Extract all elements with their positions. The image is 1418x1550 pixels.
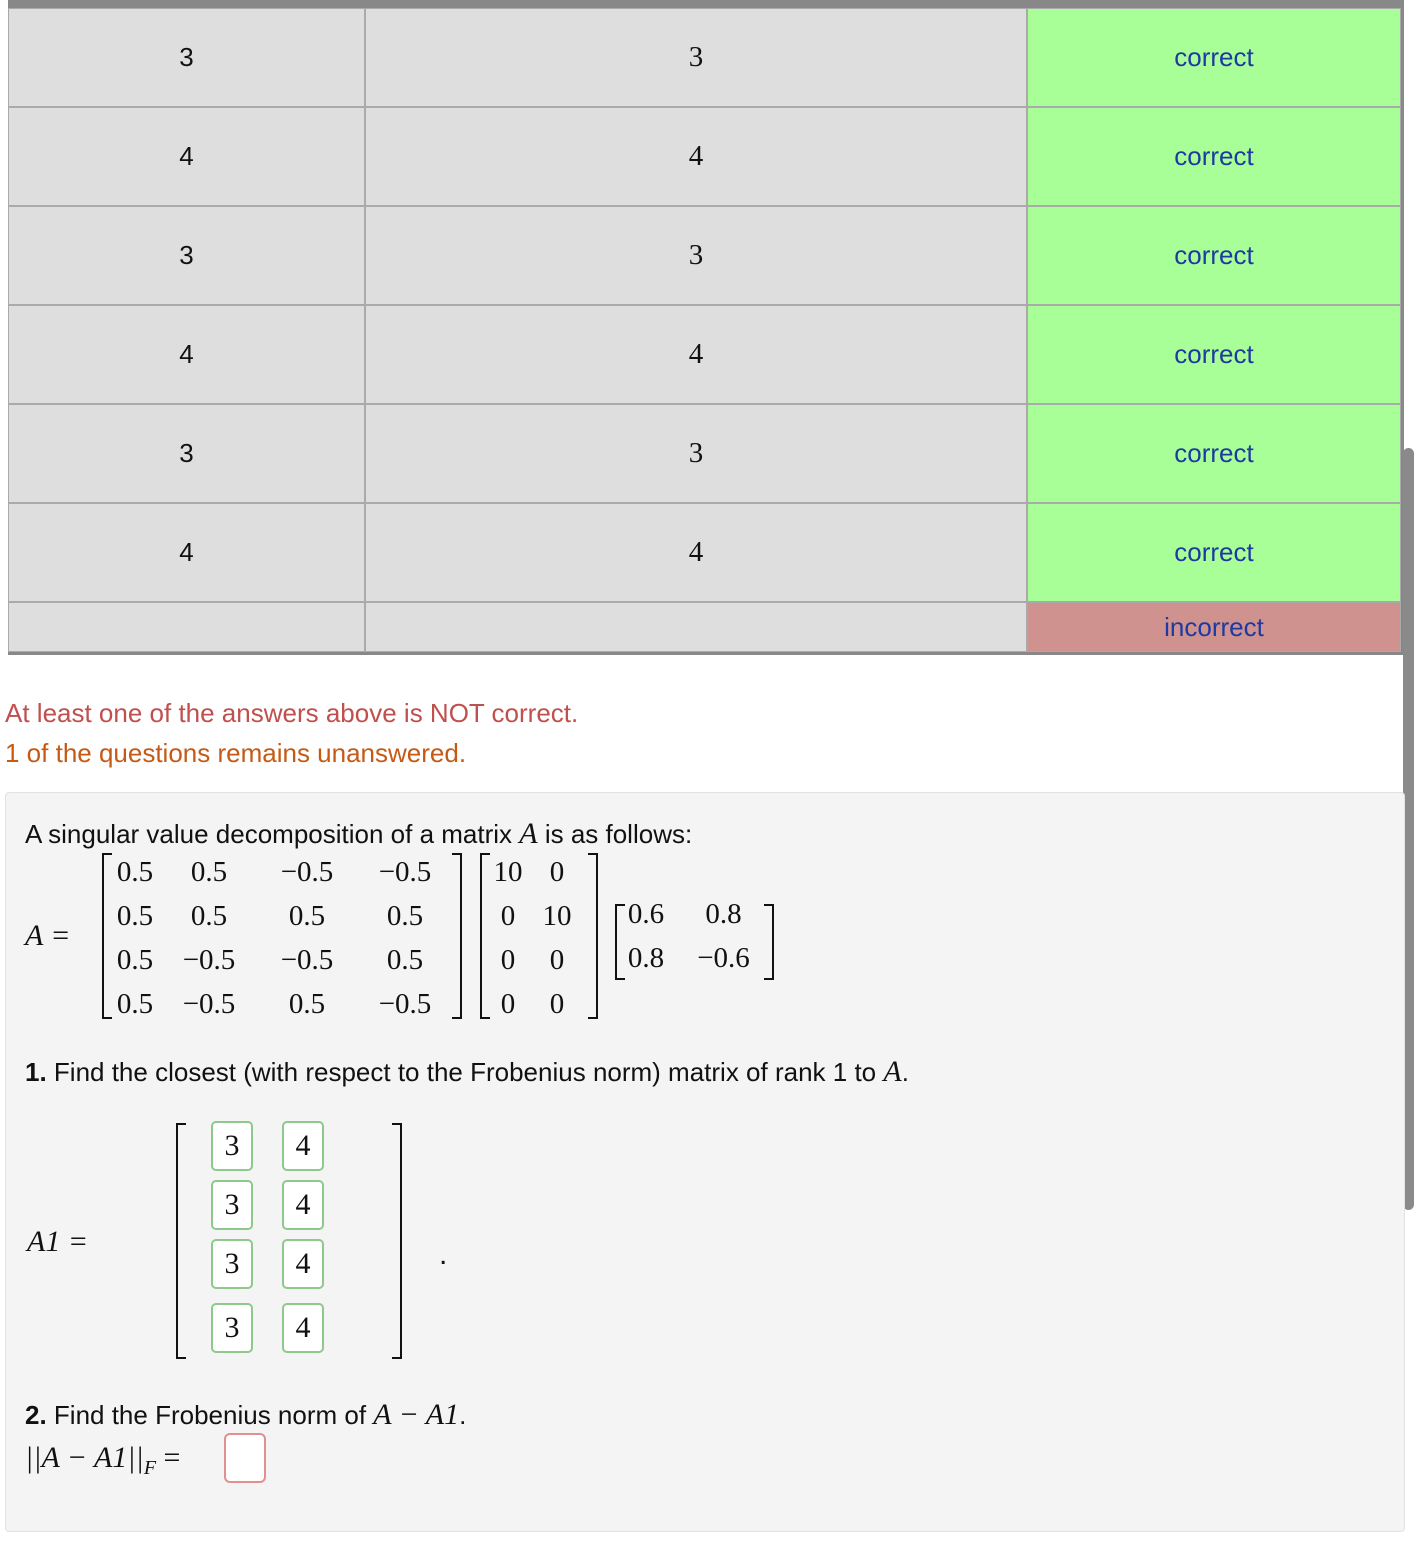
matrix-entry: −0.5 bbox=[280, 944, 334, 976]
matrix-entry: 10 bbox=[542, 900, 572, 932]
matrix-entry: −0.5 bbox=[182, 944, 236, 976]
matrix-entry: 0.5 bbox=[116, 900, 154, 932]
matrix-entry: 0 bbox=[549, 988, 565, 1020]
period-mark: . bbox=[439, 1238, 448, 1271]
entered-cell: 3 bbox=[8, 404, 365, 503]
preview-cell bbox=[365, 602, 1027, 652]
table-row bbox=[8, 206, 1401, 305]
matrix-entry: 0.5 bbox=[190, 900, 228, 932]
bracket-right bbox=[588, 853, 598, 1019]
preview-cell: 3 bbox=[365, 206, 1027, 305]
matrix-entry: 0 bbox=[500, 988, 516, 1020]
bracket-right bbox=[452, 853, 462, 1019]
matrix-u bbox=[110, 850, 454, 1026]
a1-label: A1 = bbox=[27, 1225, 89, 1258]
table-row bbox=[8, 404, 1401, 503]
matrix-entry: 0.5 bbox=[288, 900, 326, 932]
preview-cell: 4 bbox=[365, 503, 1027, 602]
matrix-entry: 0.6 bbox=[627, 898, 665, 930]
problem-intro: A singular value decomposition of a matrix A is as follows: bbox=[25, 817, 693, 850]
table-row bbox=[8, 503, 1401, 602]
bracket-right bbox=[392, 1123, 402, 1359]
result-cell: correct bbox=[1027, 503, 1401, 602]
matrix-entry: −0.5 bbox=[280, 856, 334, 888]
entered-cell bbox=[8, 602, 365, 652]
matrix-entry: 0 bbox=[549, 944, 565, 976]
a1-input-r3c1[interactable]: 3 bbox=[211, 1239, 253, 1289]
result-cell: correct bbox=[1027, 206, 1401, 305]
matrix-entry: 0.5 bbox=[386, 944, 424, 976]
results-table bbox=[8, 8, 1404, 655]
question-1: 1. Find the closest (with respect to the Frobenius norm) matrix of rank 1 to A. bbox=[25, 1055, 909, 1088]
a1-input-r1c2[interactable]: 4 bbox=[282, 1121, 324, 1171]
matrix-entry: −0.6 bbox=[697, 942, 750, 974]
entered-cell: 4 bbox=[8, 503, 365, 602]
bracket-right bbox=[764, 904, 774, 980]
a1-input-r1c1[interactable]: 3 bbox=[211, 1121, 253, 1171]
matrix-entry: 0.5 bbox=[288, 988, 326, 1020]
result-cell: correct bbox=[1027, 305, 1401, 404]
a1-input-r3c2[interactable]: 4 bbox=[282, 1239, 324, 1289]
matrix-entry: 10 bbox=[493, 856, 523, 888]
matrix-entry: 0.5 bbox=[116, 944, 154, 976]
norm-answer-input[interactable] bbox=[224, 1433, 266, 1483]
preview-cell: 4 bbox=[365, 107, 1027, 206]
result-cell: correct bbox=[1027, 8, 1401, 107]
a1-input-r4c2[interactable]: 4 bbox=[282, 1303, 324, 1353]
entered-cell: 3 bbox=[8, 8, 365, 107]
matrix-v bbox=[621, 892, 776, 980]
matrix-entry: 0.5 bbox=[116, 988, 154, 1020]
result-cell: correct bbox=[1027, 107, 1401, 206]
question-2: 2. Find the Frobenius norm of A − A1. bbox=[25, 1398, 467, 1431]
entered-cell: 4 bbox=[8, 107, 365, 206]
problem-panel bbox=[5, 792, 1405, 1532]
matrix-entry: 0.5 bbox=[386, 900, 424, 932]
matrix-entry: 0 bbox=[500, 900, 516, 932]
matrix-entry: 0 bbox=[549, 856, 565, 888]
table-row bbox=[8, 305, 1401, 404]
matrix-entry: 0.8 bbox=[705, 898, 742, 930]
unanswered-message: 1 of the questions remains unanswered. bbox=[5, 738, 467, 768]
norm-label: $||A - A1||_F$ = bbox=[25, 1441, 181, 1479]
matrix-entry: 0.5 bbox=[116, 856, 154, 888]
matrix-entry: −0.5 bbox=[182, 988, 236, 1020]
bracket-left bbox=[176, 1123, 186, 1359]
preview-cell: 3 bbox=[365, 404, 1027, 503]
a1-input-r2c2[interactable]: 4 bbox=[282, 1180, 324, 1230]
not-correct-message: At least one of the answers above is NOT correct. bbox=[5, 698, 579, 728]
table-row bbox=[8, 107, 1401, 206]
matrix-entry: 0.5 bbox=[190, 856, 228, 888]
preview-cell: 4 bbox=[365, 305, 1027, 404]
matrix-a-label: A = bbox=[25, 919, 71, 952]
result-cell: correct bbox=[1027, 404, 1401, 503]
result-cell: incorrect bbox=[1027, 602, 1401, 652]
top-border bbox=[8, 0, 1404, 8]
matrix-sigma bbox=[488, 850, 586, 1026]
matrix-entry: 0 bbox=[500, 944, 516, 976]
preview-cell: 3 bbox=[365, 8, 1027, 107]
matrix-entry: −0.5 bbox=[378, 988, 432, 1020]
table-row bbox=[8, 602, 1401, 652]
matrix-entry: 0.8 bbox=[627, 942, 665, 974]
matrix-entry: −0.5 bbox=[378, 856, 432, 888]
a1-input-r2c1[interactable]: 3 bbox=[211, 1180, 253, 1230]
entered-cell: 3 bbox=[8, 206, 365, 305]
entered-cell: 4 bbox=[8, 305, 365, 404]
table-row bbox=[8, 8, 1401, 107]
a1-input-r4c1[interactable]: 3 bbox=[211, 1303, 253, 1353]
